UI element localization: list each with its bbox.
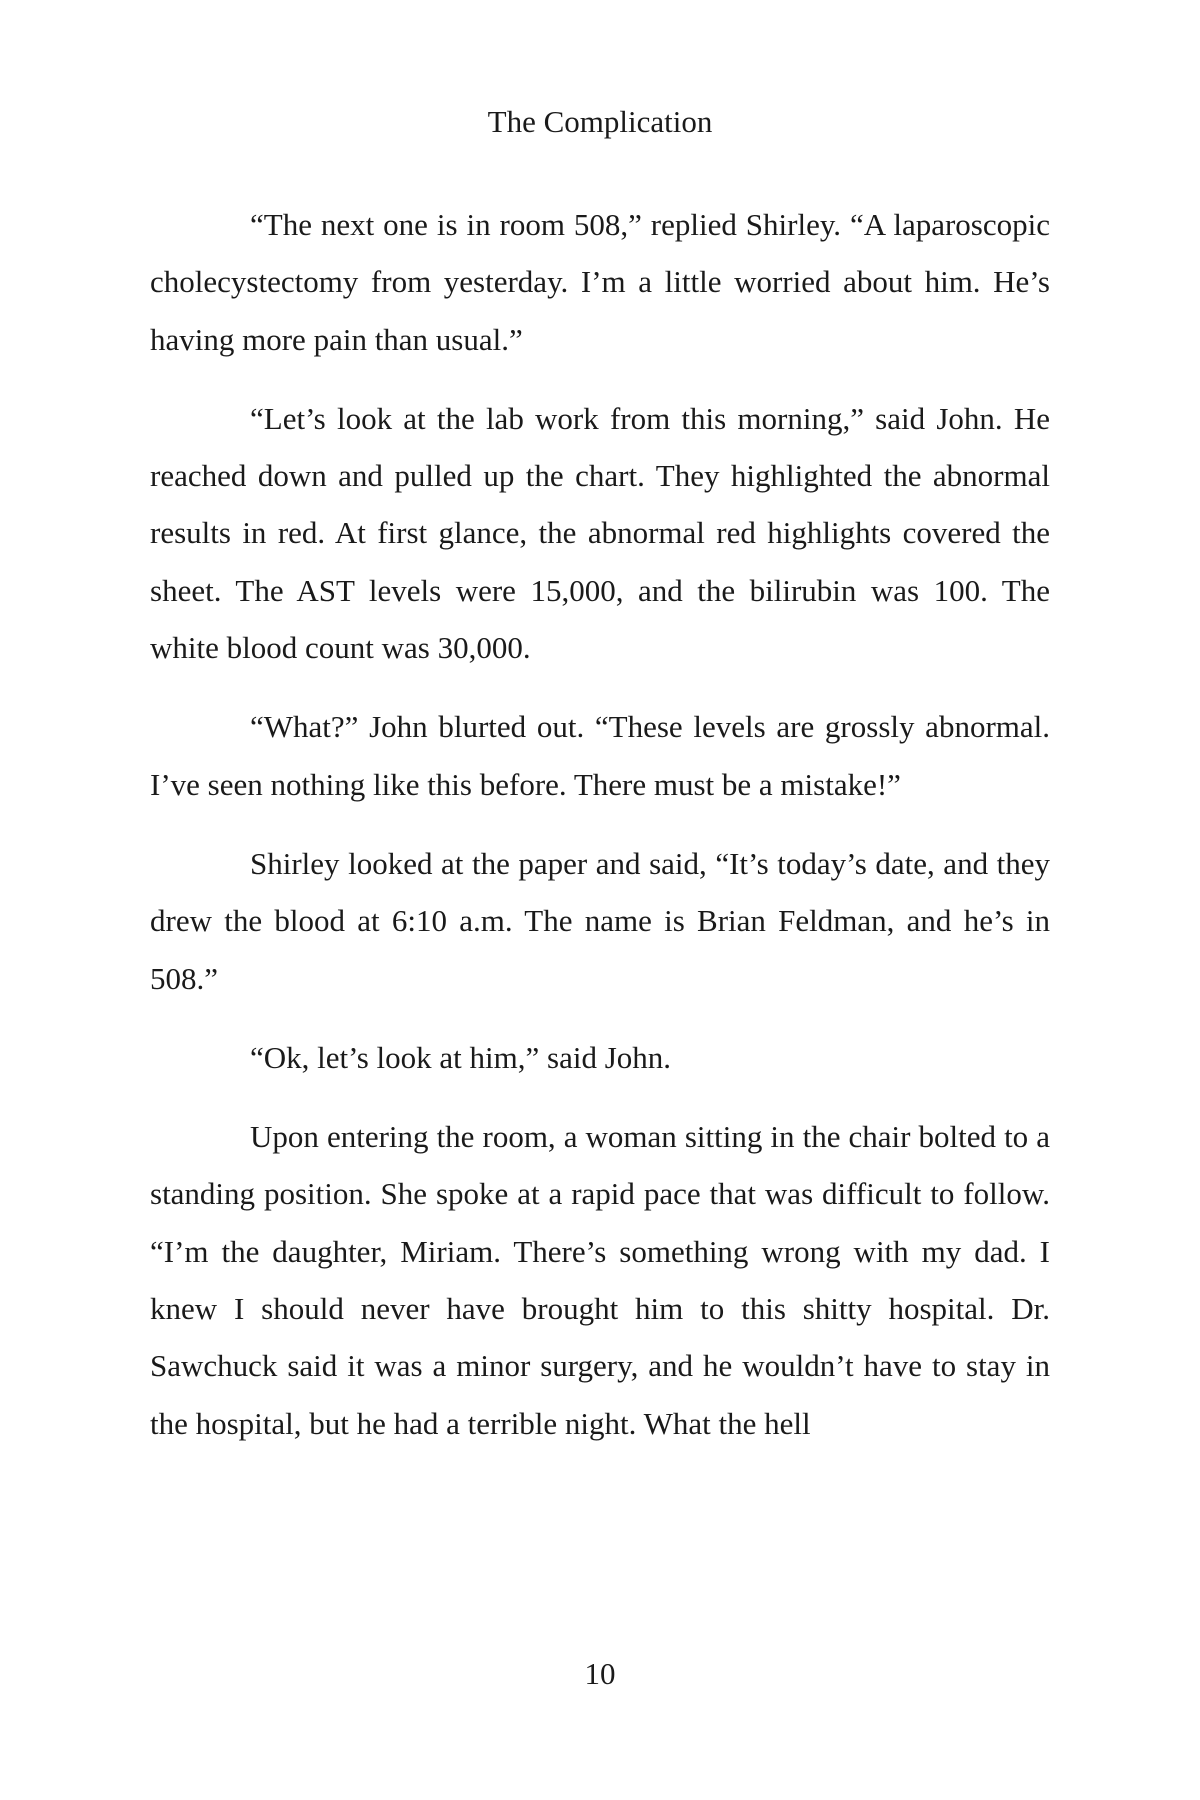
- paragraph: Upon entering the room, a woman sitting in the chair bolted to a standing position. She spoke at a rapid pace that was difficult to follow. “I’m the daughter, Miriam. There’s something wrong with my dad. I knew I should never have brought him to this shitty hospital. Dr. Sawchuck said it was a minor surgery, and he wouldn’t have to stay in the hospital, but he had a terrible night. What the hell: [150, 1119, 1050, 1441]
- paragraph: “The next one is in room 508,” replied Shirley. “A laparoscopic cholecystectomy from yesterday. I’m a little worried about him. He’s having more pain than usual.”: [150, 207, 1050, 357]
- paragraph: “What?” John blurted out. “These levels are grossly abnormal. I’ve seen nothing like this before. There must be a mistake!”: [150, 709, 1050, 802]
- running-title: The Complication: [487, 104, 713, 139]
- paragraph: Shirley looked at the paper and said, “It’s today’s date, and they drew the blood at 6:10 a.m. The name is Brian Feldman, and he’s in 508.”: [150, 845, 1050, 996]
- page-number: 10: [584, 1656, 616, 1691]
- body-text: [150, 196, 1050, 1474]
- paragraph: “Ok, let’s look at him,” said John.: [250, 1039, 672, 1075]
- paragraph: “Let’s look at the lab work from this morning,” said John. He reached down and pulled up the chart. They highlighted the abnormal results in red. At first glance, the abnormal red highlights covered the sheet. The AST levels were 15,000, and the bilirubin was 100. The white blood count was 30,000.: [150, 400, 1050, 666]
